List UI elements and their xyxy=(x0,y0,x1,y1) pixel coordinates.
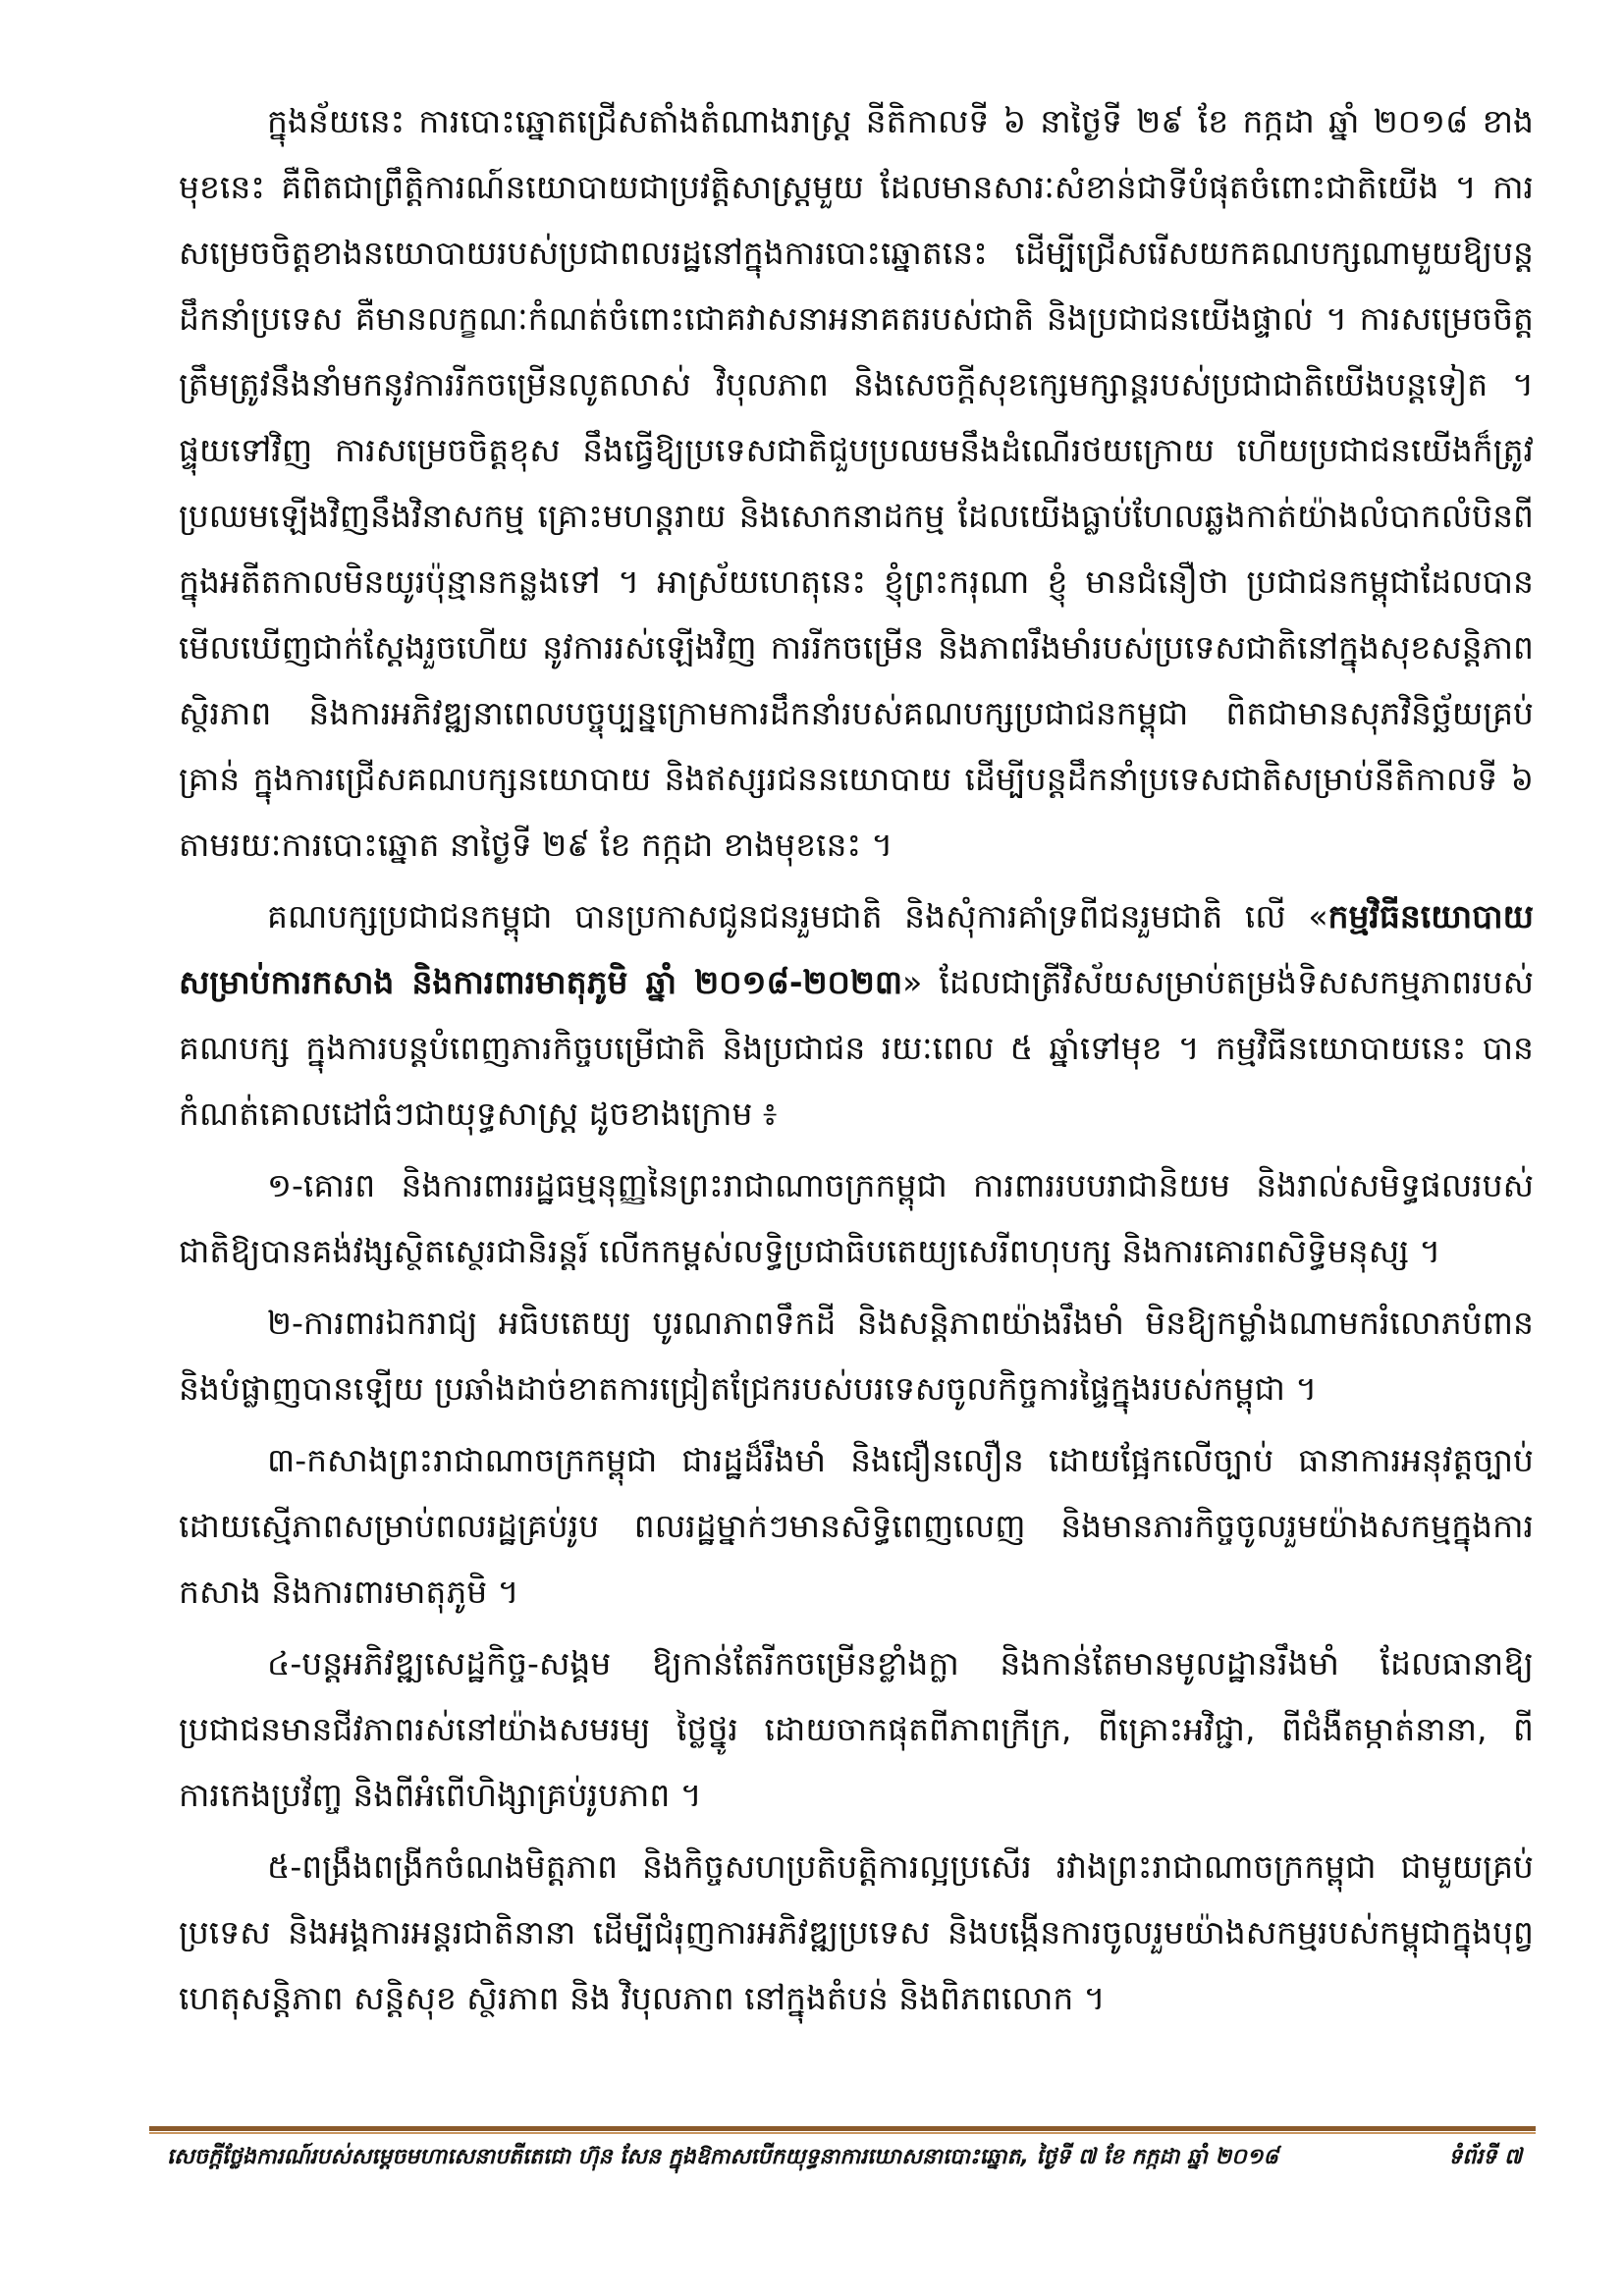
paragraph-intro: ក្នុងន័យនេះ ការបោះឆ្នោតជ្រើសតាំងតំណាងរាស្ត្រ នីតិកាលទី ៦ នាថ្ងៃទី ២៩ ខែ កក្កដា ឆ្នាំ ២០១៨ ខាងមុខនេះ គឺពិតជាព្រឹត្តិការណ៍នយោបាយជាប្រវត្តិសាស្ត្រមួយ ដែលមានសារៈសំខាន់ជាទីបំផុតចំពោះជាតិយើង ។ ការសម្រេចចិត្តខាងនយោបាយរបស់ប្រជាពលរដ្ឋនៅក្នុងការបោះឆ្នោតនេះ ដើម្បីជ្រើសរើសយកគណបក្សណាមួយឱ្យបន្តដឹកនាំប្រទេស គឺមានលក្ខណៈកំណត់ចំពោះជោគវាសនាអនាគតរបស់ជាតិ និងប្រជាជនយើងផ្ទាល់ ។ ការសម្រេចចិត្តត្រឹមត្រូវនឹងនាំមកនូវការរីកចម្រើនលូតលាស់ វិបុលភាព និងសេចក្តីសុខក្សេមក្សាន្តរបស់ប្រជាជាតិយើងបន្តទៀត ។ ផ្ទុយទៅវិញ ការសម្រេចចិត្តខុស នឹងធ្វើឱ្យប្រទេសជាតិជួបប្រឈមនឹងដំណើរថយក្រោយ ហើយប្រជាជនយើងក៏ត្រូវប្រឈមឡើងវិញនឹងវិនាសកម្ម គ្រោះមហន្តរាយ និងសោកនាដកម្ម ដែលយើងធ្លាប់ហែលឆ្លងកាត់យ៉ាងលំបាកលំបិនពីក្នុងអតីតកាលមិនយូរប៉ុន្មានកន្លងទៅ ។ អាស្រ័យហេតុនេះ ខ្ញុំព្រះករុណា ខ្ញុំ មានជំនឿថា ប្រជាជនកម្ពុជាដែលបានមើលឃើញជាក់ស្តែងរួចហើយ នូវការរស់ឡើងវិញ ការរីកចម្រើន និងភាពរឹងមាំរបស់ប្រទេសជាតិនៅក្នុងសុខសន្តិភាព ស្ថិរភាព និងការអភិវឌ្ឍនាពេលបច្ចុប្បន្នក្រោមការដឹកនាំរបស់គណបក្សប្រជាជនកម្ពុជា ពិតជាមានសុភវិនិច្ឆ័យគ្រប់គ្រាន់ ក្នុងការជ្រើសគណបក្សនយោបាយ និងឥស្សរជននយោបាយ ដើម្បីបន្តដឹកនាំប្រទេសជាតិសម្រាប់នីតិកាលទី ៦ តាមរយៈការបោះឆ្នោត នាថ្ងៃទី ២៩ ខែ កក្កដា ខាងមុខនេះ ។ xyxy=(179,102,1534,864)
program-title: កម្មវិធីនយោបាយសម្រាប់ការកសាង និងការពារមាតុភូមិ ឆ្នាំ ២០១៨-២០២៣ xyxy=(179,897,1534,1001)
footer-divider xyxy=(149,2126,1536,2134)
goal-item-5: ៥-ពង្រឹងពង្រីកចំណងមិត្តភាព និងកិច្ចសហប្រតិបត្តិការល្អប្រសើរ រវាងព្រះរាជាណាចក្រកម្ពុជា ជាមួយគ្រប់ប្រទេស និងអង្គការអន្តរជាតិនានា ដើម្បីជំរុញការអភិវឌ្ឍប្រទេស និងបង្កើនការចូលរួមយ៉ាងសកម្មរបស់កម្ពុជាក្នុងបុព្វហេតុសន្តិភាព សន្តិសុខ ស្ថិរភាព និង វិបុលភាព នៅក្នុងតំបន់ និងពិភពលោក ។ xyxy=(179,1847,1534,2017)
goal-item-2: ២-ការពារឯករាជ្យ អធិបតេយ្យ បូរណភាពទឹកដី និងសន្តិភាពយ៉ាងរឹងមាំ មិនឱ្យកម្លាំងណាមករំលោភបំពាន និងបំផ្លាញបានឡើយ ប្រឆាំងដាច់ខាតការជ្រៀតជ្រែករបស់បរទេសចូលកិច្ចការផ្ទៃក្នុងរបស់កម្ពុជា ។ xyxy=(179,1304,1534,1408)
paragraph-program xyxy=(179,883,1534,1147)
page-number: ទំព័រទី ៧ xyxy=(1448,2145,1522,2169)
goal-item-3: ៣-កសាងព្រះរាជាណាចក្រកម្ពុជា ជារដ្ឋដ៏រឹងមាំ និងជឿនលឿន ដោយផ្អែកលើច្បាប់ ធានាការអនុវត្តច្បាប់ដោយស្មើភាពសម្រាប់ពលរដ្ឋគ្រប់រូប ពលរដ្ឋម្នាក់ៗមានសិទ្ធិពេញលេញ និងមានភារកិច្ចចូលរួមយ៉ាងសកម្មក្នុងការកសាង និងការពារមាតុភូមិ ។ xyxy=(179,1441,1534,1611)
goal-item-1: ១-គោរព និងការពាររដ្ឋធម្មនុញ្ញនៃព្រះរាជាណាចក្រកម្ពុជា ការពាររបបរាជានិយម និងរាល់សមិទ្ធផលរបស់ជាតិឱ្យបានគង់វង្សស្ថិតស្ថេរជានិរន្តរ៍ លើកកម្ពស់លទ្ធិប្រជាធិបតេយ្យសេរីពហុបក្ស និងការគោរពសិទ្ធិមនុស្ស ។ xyxy=(179,1166,1534,1270)
document-body xyxy=(179,88,1534,2037)
footer-caption: សេចក្តីថ្លែងការណ៍របស់សម្តេចមហាសេនាបតីតេជោ ហ៊ុន សែន ក្នុងឱកាសបើកយុទ្ធនាការឃោសនាបោះឆ្នោត, ថ្ងៃទី ៧ ខែ កក្កដា ឆ្នាំ ២០១៨ xyxy=(167,2145,1278,2169)
goal-item-4: ៤-បន្តអភិវឌ្ឍសេដ្ឋកិច្ច-សង្គម ឱ្យកាន់តែរីកចម្រើនខ្លាំងក្លា និងកាន់តែមានមូលដ្ឋានរឹងមាំ ដែលធានាឱ្យប្រជាជនមានជីវភាពរស់នៅយ៉ាងសមរម្យ ថ្លៃថ្នូរ ដោយចាកផុតពីភាពក្រីក្រ, ពីគ្រោះអវិជ្ជា, ពីជំងឺតម្កាត់នានា, ពីការកេងប្រវ័ញ្ច និងពីអំពើហិង្សាគ្រប់រូបភាព ។ xyxy=(179,1644,1534,1814)
paragraph-program-lead: គណបក្សប្រជាជនកម្ពុជា បានប្រកាសជូនជនរួមជាតិ និងសុំការគាំទ្រពីជនរួមជាតិ លើ « xyxy=(267,897,1328,935)
page-footer xyxy=(167,2138,1522,2177)
paragraph-program-tail: » ដែលជាត្រីវិស័យសម្រាប់តម្រង់ទិសសកម្មភាពរបស់គណបក្ស ក្នុងការបន្តបំពេញភារកិច្ចបម្រើជាតិ និងប្រជាជន រយៈពេល ៥ ឆ្នាំទៅមុខ ។ កម្មវិធីនយោបាយនេះ បានកំណត់គោលដៅធំៗជាយុទ្ធសាស្ត្រ ដូចខាងក្រោម ៖ xyxy=(179,963,1534,1133)
